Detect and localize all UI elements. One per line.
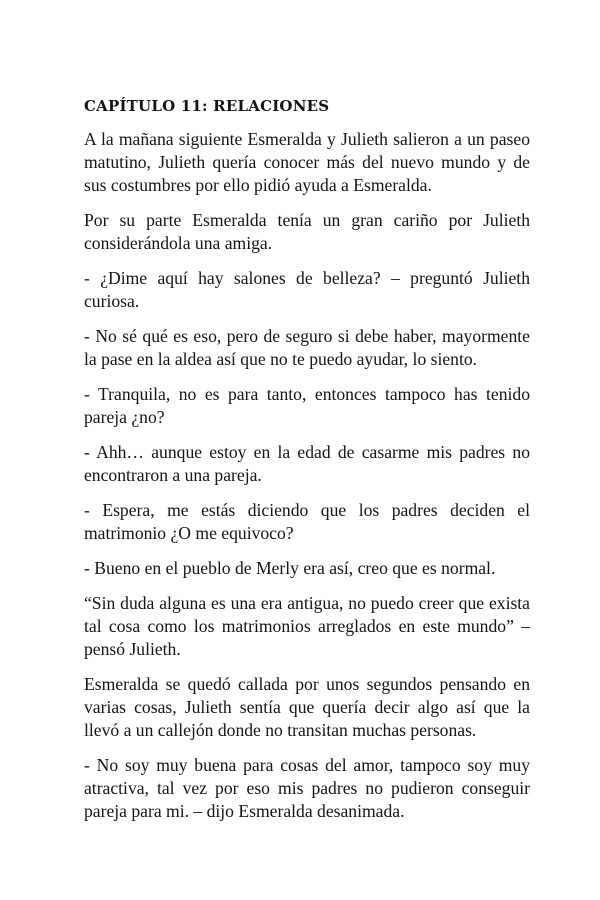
paragraph-5: - Tranquila, no es para tanto, entonces tampoco has tenido pareja ¿no?: [84, 384, 530, 427]
paragraph-6: - Ahh… aunque estoy en la edad de casarme mis padres no encontraron a una pareja.: [84, 442, 530, 485]
paragraph-7: - Espera, me estás diciendo que los padres deciden el matrimonio ¿O me equivoco?: [84, 500, 530, 543]
paragraph-8: - Bueno en el pueblo de Merly era así, creo que es normal.: [84, 558, 496, 578]
paragraph-4: - No sé qué es eso, pero de seguro si debe haber, mayormente la pase en la aldea así que no te puedo ayudar, lo siento.: [84, 326, 530, 369]
paragraph-2: Por su parte Esmeralda tenía un gran cariño por Julieth considerándola una amiga.: [84, 210, 530, 253]
paragraph-1: A la mañana siguiente Esmeralda y Julieth salieron a un paseo matutino, Julieth quería conocer más del nuevo mundo y de sus costumbres por ello pidió ayuda a Esmeralda.: [84, 129, 530, 195]
paragraph-10: Esmeralda se quedó callada por unos segundos pensando en varias cosas, Julieth sentía que quería decir algo así que la llevó a un callejón donde no transitan muchas personas.: [84, 674, 530, 740]
paragraph-3: - ¿Dime aquí hay salones de belleza? – preguntó Julieth curiosa.: [84, 268, 530, 311]
paragraph-11: - No soy muy buena para cosas del amor, tampoco soy muy atractiva, tal vez por eso mis padres no pudieron conseguir pareja para mi. – dijo Esmeralda desanimada.: [84, 755, 530, 821]
chapter-title: CAPÍTULO 11: RELACIONES: [84, 97, 330, 115]
paragraph-9: “Sin duda alguna es una era antigua, no puedo creer que exista tal cosa como los matrimonios arreglados en este mundo” – pensó Julieth.: [84, 593, 530, 659]
